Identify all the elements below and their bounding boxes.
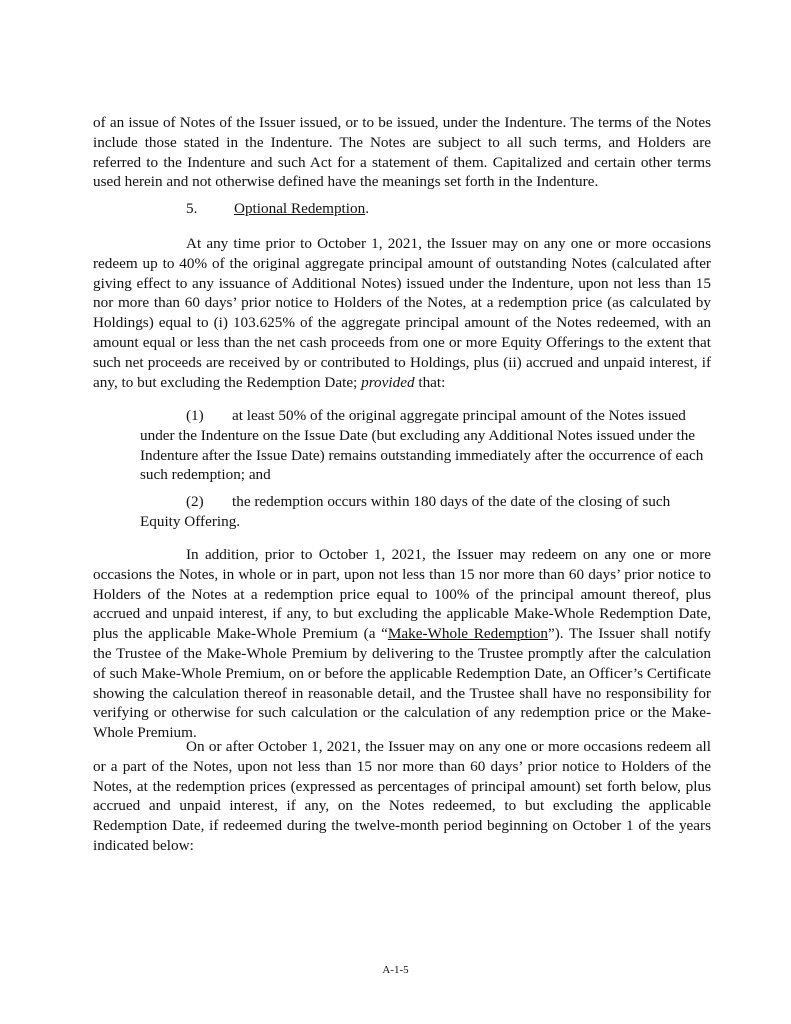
paragraph-post-2021-redemption: On or after October 1, 2021, the Issuer may on any one or more occasions redeem all or a part of the Notes, upon not less than 15 nor more than 60 days’ prior notice to Holders of the Notes, at the redemption prices (expressed as percentages of principal amount) set forth below, plus accrued and unpaid interest, if any, on the Notes redeemed, to but excluding the applicable Redemption Date, if redeemed during the twelve-month period beginning on October 1 of the years indicated below: — [93, 738, 711, 854]
condition-text: at least 50% of the original aggregate principal amount of the Notes issued under the Indenture on the Issue Date (but excluding any Additional Notes issued under the Indenture after the Issue Date) remains outstanding immediately after the occurrence of each such redemption; and — [140, 407, 704, 484]
condition-item — [140, 492, 710, 532]
paragraph-equity-redemption — [93, 234, 711, 392]
section-title-suffix: . — [365, 200, 369, 217]
condition-item — [140, 406, 710, 485]
make-whole-text-before: In addition, prior to October 1, 2021, the Issuer may redeem on any one or more occasions the Notes, in whole or in part, upon not less than 15 nor more than 60 days’ prior notice to Holders of the Notes at a redemption price equal to 100% of the principal amount thereof, plus accrued and unpaid interest, if any, to but excluding the applicable Make-Whole Redemption Date, plus the applicable Make-Whole Premium (a “ — [93, 546, 711, 643]
condition-text: the redemption occurs within 180 days of the date of the closing of such Equity Offering. — [140, 493, 671, 530]
paragraph-make-whole-redemption — [93, 545, 711, 743]
condition-label: (1) — [186, 407, 204, 424]
make-whole-defined-term: Make-Whole Redemption — [387, 625, 548, 643]
section-title: Optional Redemption — [234, 200, 366, 217]
intro-paragraph: of an issue of Notes of the Issuer issued, or to be issued, under the Indenture. The terms of the Notes include those stated in the Indenture. The Notes are subject to all such terms, and Holders are referred to the Indenture and such Act for a statement of them. Capitalized and certain other terms used herein and not otherwise defined have the meanings set forth in the Indenture. — [93, 114, 711, 191]
section-number: 5. — [186, 200, 198, 217]
provided-suffix: that: — [414, 373, 446, 391]
section-heading — [186, 199, 369, 219]
provided-term: provided — [361, 373, 415, 391]
page-number: A-1-5 — [382, 964, 409, 976]
paragraph-equity-redemption-text: At any time prior to October 1, 2021, the Issuer may on any one or more occasions redeem up to 40% of the original aggregate principal amount of outstanding Notes (calculated after giving effect to any issuance of Additional Notes) issued under the Indenture, upon not less than 15 nor more than 60 days’ prior notice to Holders of the Notes, at a redemption price (as calculated by Holdings) equal to (i) 103.625% of the aggregate principal amount of the Notes redeemed, with an amount equal or less than the net cash proceeds from one or more Equity Offerings to the extent that such net proceeds are received by or contributed to Holdings, plus (ii) accrued and unpaid interest, if any, to but excluding the Redemption Date; — [93, 235, 711, 391]
make-whole-text-after: ”). The Issuer shall notify the Trustee of the Make-Whole Premium by delivering to the Trustee promptly after the calculation of such Make-Whole Premium, on or before the applicable Redemption Date, an Officer’s Certificate showing the calculation thereof in reasonable detail, and the Trustee shall have no responsibility for verifying or otherwise for such calculation or the calculation of any redemption price or the Make-Whole Premium. — [93, 625, 712, 742]
condition-label: (2) — [186, 493, 204, 510]
